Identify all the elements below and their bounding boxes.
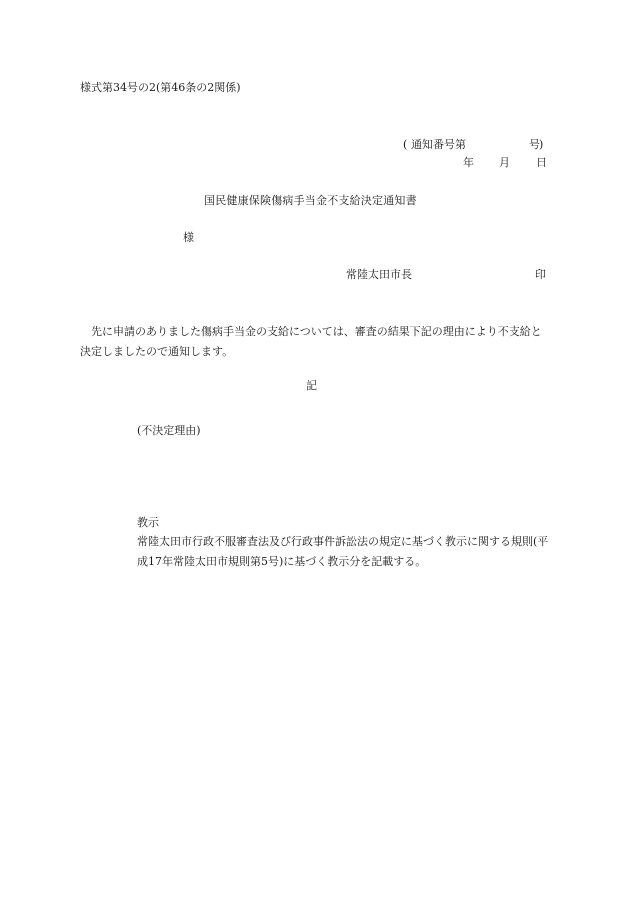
issuer-name: 常陸太田市長 xyxy=(346,268,412,281)
notice-number-close-paren: ) xyxy=(539,138,544,151)
notice-number-label: 通知番号第 xyxy=(411,138,466,151)
addressee-suffix: 様 xyxy=(183,231,194,244)
instruction-body: 常陸太田市行政不服審査法及び行政事件訴訟法の規定に基づく教示に関する規則(平成17年常陸太田市規則第5号)に基づく教示分を記載する。 xyxy=(137,535,549,568)
instruction-heading: 教示 xyxy=(137,516,159,529)
reason-label: (不決定理由) xyxy=(137,424,201,437)
notice-body: 先に申請のありました傷病手当金の支給については、審査の結果下記の理由により不支給と決定しましたので通知します。 xyxy=(80,325,542,358)
seal-mark: 印 xyxy=(535,268,546,281)
notice-number-open-paren: ( xyxy=(403,138,408,151)
date-month-label: 月 xyxy=(499,156,510,169)
ki-heading: 記 xyxy=(306,379,317,392)
document-title: 国民健康保険傷病手当金不支給決定通知書 xyxy=(204,194,417,207)
form-number: 様式第34号の2(第46条の2関係) xyxy=(80,81,241,94)
notice-number-gou: 号 xyxy=(529,138,540,151)
date-year-label: 年 xyxy=(463,156,474,169)
date-day-label: 日 xyxy=(536,156,547,169)
